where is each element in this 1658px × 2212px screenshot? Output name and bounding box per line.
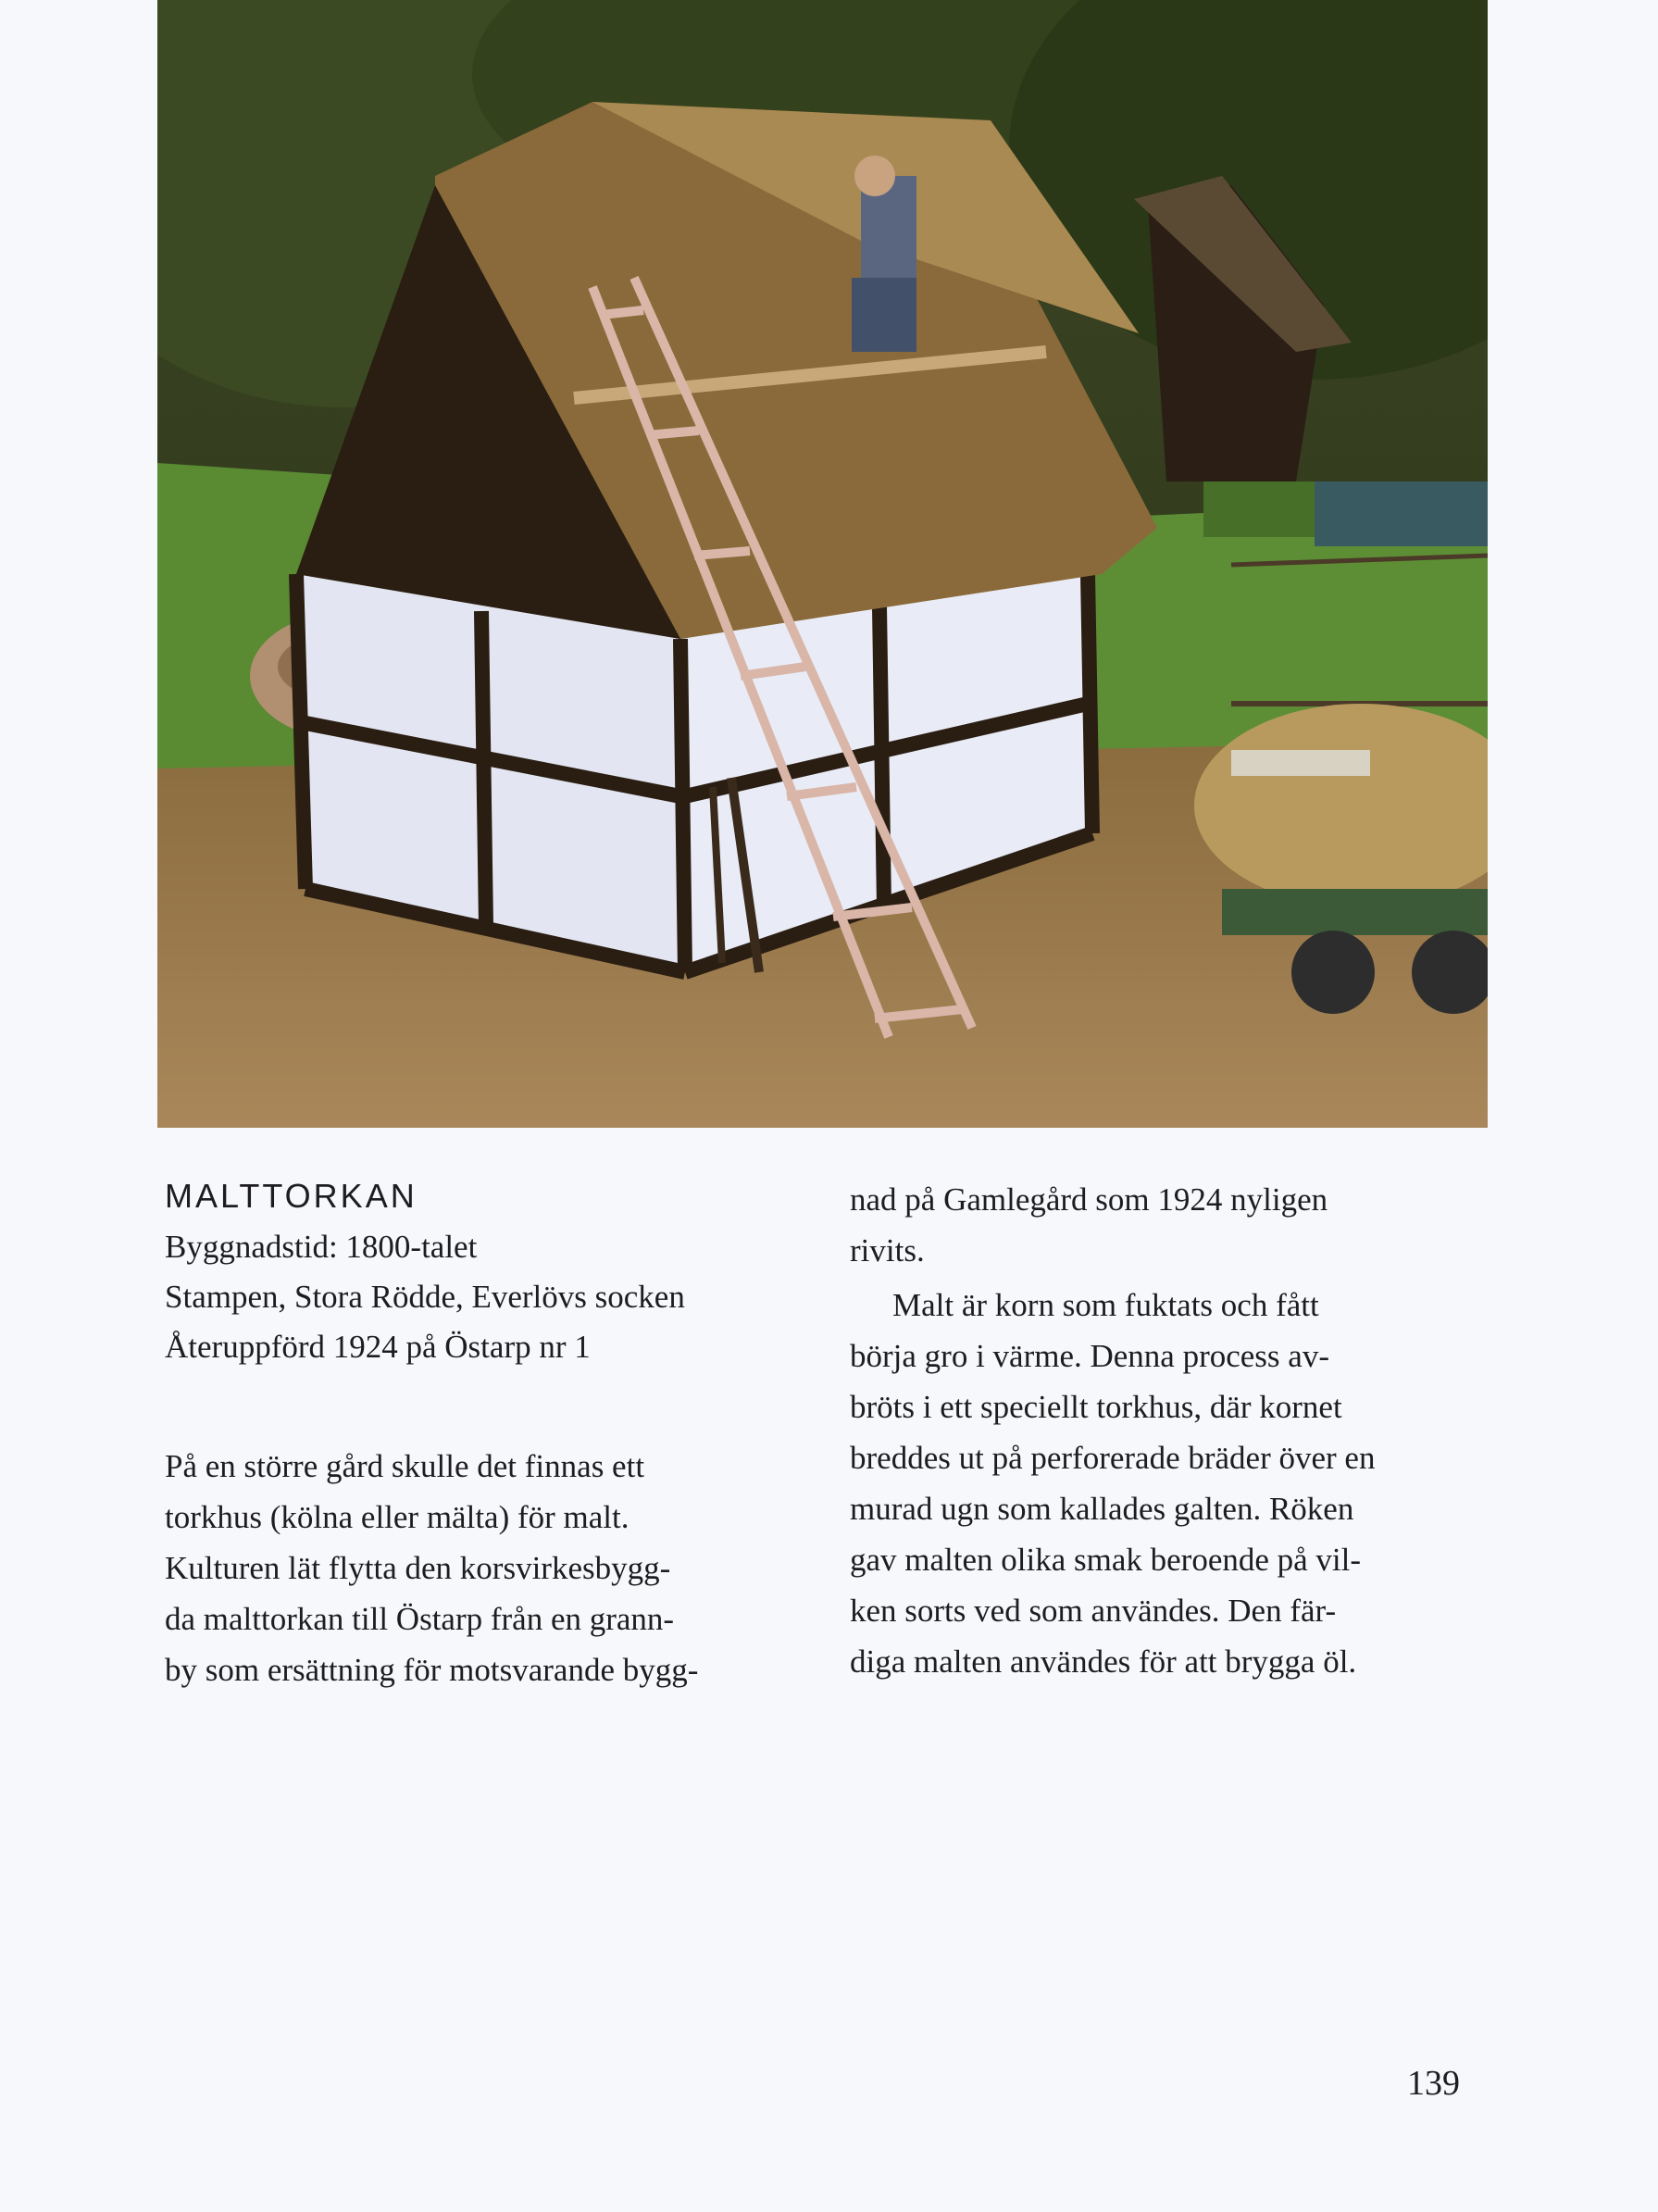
meta-rebuilt: Återuppförd 1924 på Östarp nr 1: [165, 1329, 591, 1365]
paragraph-2-line: breddes ut på perforerade bräder över en: [850, 1440, 1376, 1476]
paragraph-1-line: Kulturen lät flytta den korsvirkesbygg-: [165, 1550, 671, 1586]
paragraph-1-line: torkhus (kölna eller mälta) för malt.: [165, 1499, 630, 1535]
paragraph-1-line: by som ersättning för motsvarande bygg-: [165, 1652, 699, 1688]
spacer: [165, 1372, 831, 1441]
paragraph-1-continuation: rivits.: [850, 1232, 925, 1268]
meta-build-period: Byggnadstid: 1800-talet: [165, 1229, 478, 1265]
paragraph-1-line: På en större gård skulle det finnas ett: [165, 1448, 645, 1484]
paragraph-1-line: da malttorkan till Östarp från en grann-: [165, 1601, 675, 1637]
page-number: 139: [1407, 2064, 1460, 2103]
photo-illustration: [157, 0, 1488, 1128]
right-column: [850, 1174, 1452, 1687]
paragraph-2-line: börja gro i värme. Denna process av-: [850, 1338, 1329, 1374]
paragraph-1-continuation: nad på Gamlegård som 1924 nyligen: [850, 1181, 1328, 1218]
paragraph-2-line: ken sorts ved som användes. Den fär-: [850, 1593, 1337, 1629]
meta-origin: Stampen, Stora Rödde, Everlövs socken: [165, 1279, 685, 1315]
paragraph-2-line: gav malten olika smak beroende på vil-: [850, 1542, 1362, 1578]
paragraph-2-line: diga malten användes för att brygga öl.: [850, 1643, 1357, 1680]
paragraph-2-line: murad ugn som kallades galten. Röken: [850, 1491, 1354, 1527]
photo-malttorkan: [157, 0, 1488, 1128]
left-column: [165, 1174, 831, 1695]
paragraph-2-line: bröts i ett speciellt torkhus, där kornet: [850, 1389, 1342, 1425]
paragraph-2-line: Malt är korn som fuktats och fått: [892, 1287, 1319, 1323]
article-title: MALTTORKAN: [165, 1177, 418, 1215]
